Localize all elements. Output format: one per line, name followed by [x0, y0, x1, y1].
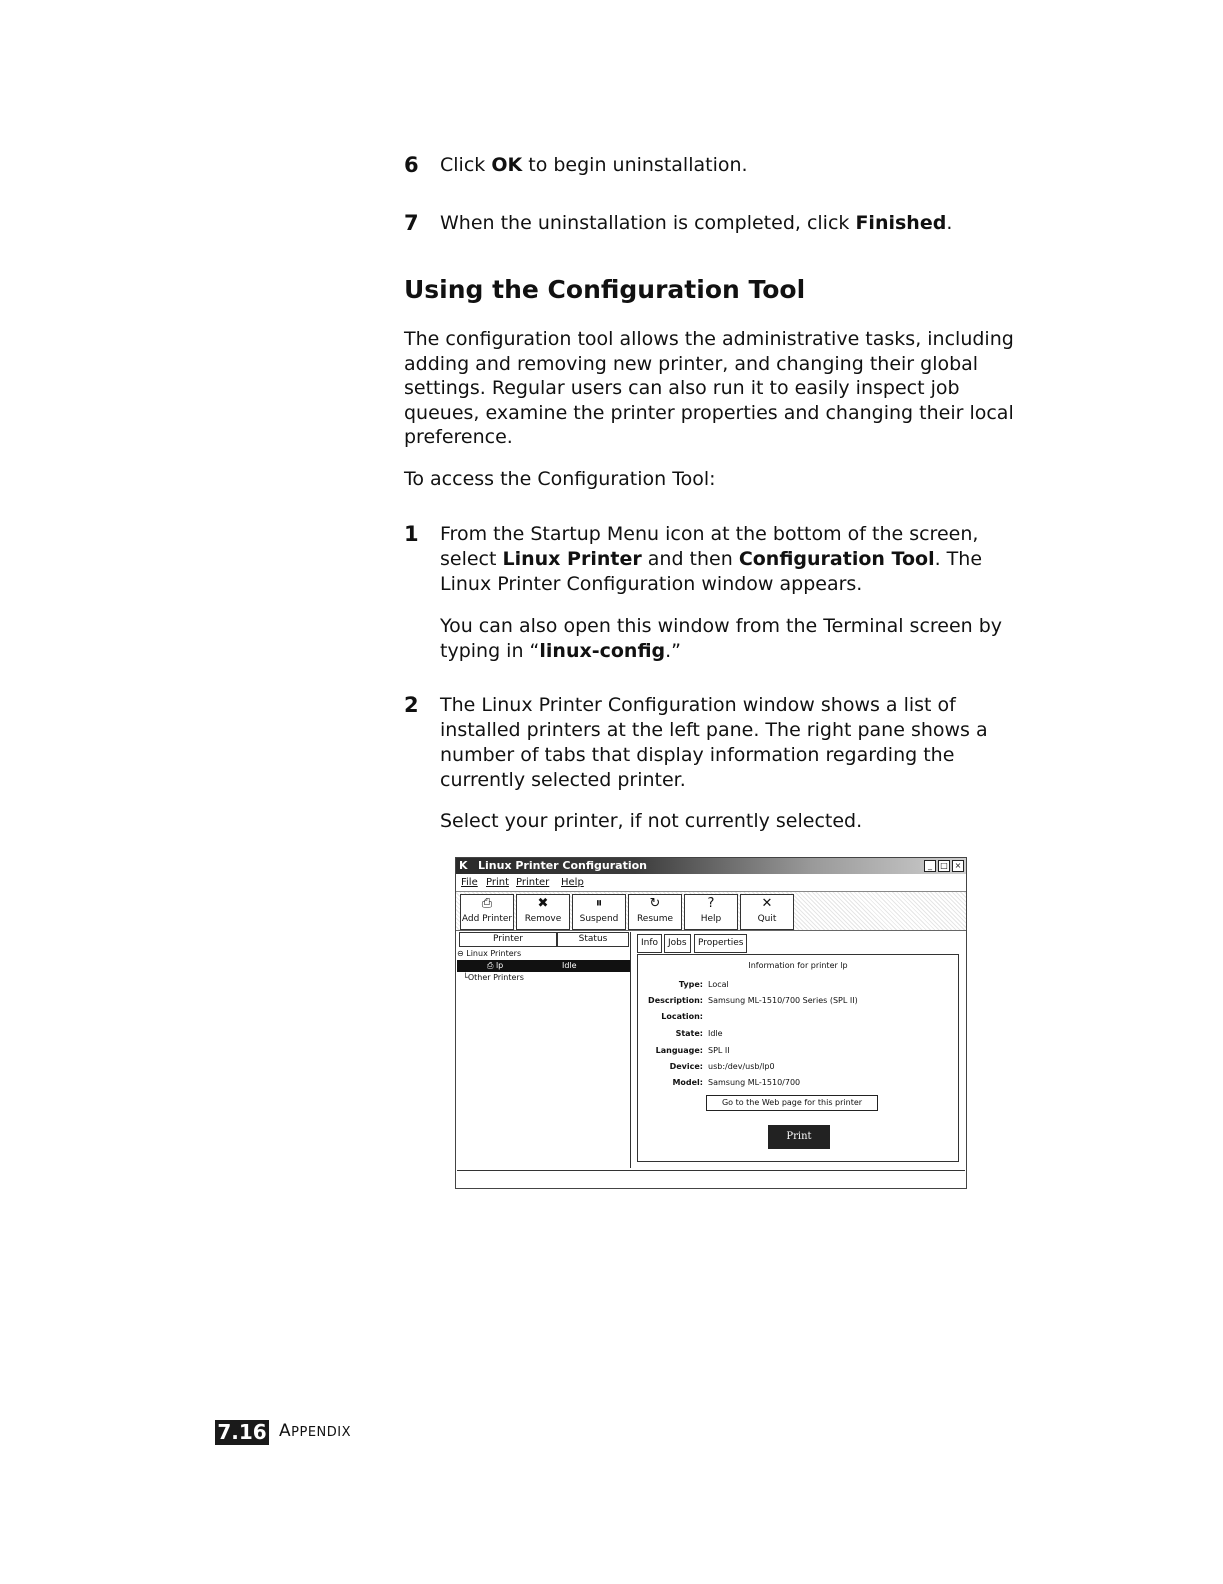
info-row-description: Description: Samsung ML-1510/700 Series (SPL II) — [648, 996, 858, 1005]
help-icon: ? — [707, 896, 715, 911]
toolbar — [456, 892, 966, 931]
menu-bar — [456, 875, 966, 892]
quit-icon: ✕ — [761, 896, 773, 911]
info-panel — [637, 954, 959, 1162]
tab-info[interactable]: Info — [637, 934, 662, 953]
info-row-language: Language: SPL II — [655, 1046, 730, 1055]
add-printer-button[interactable]: ⎙ Add Printer — [460, 894, 514, 930]
resume-button[interactable]: ↻ Resume — [628, 894, 682, 930]
window-title: Linux Printer Configuration — [478, 859, 648, 872]
intro-paragraph: The configuration tool allows the administrative tasks, including adding and removing new printer, and changing their global settings. Regular users can also run it to easily inspect job queues, examine the printer properties and changing their local preference. — [404, 328, 1014, 448]
column-header-status[interactable]: Status — [557, 932, 629, 947]
help-button[interactable]: ? Help — [684, 894, 738, 930]
step-text: From the Startup Menu icon at the bottom of the screen, select Linux Printer and then Configuration Tool. The Linux Printer Configuration window appears. — [440, 523, 983, 595]
printer-list-pane — [457, 932, 631, 1168]
step-number: 7 — [404, 211, 419, 235]
section-heading: Using the Configuration Tool — [404, 275, 806, 304]
add-printer-icon: ⎙ — [481, 896, 493, 911]
step-2-note: Select your printer, if not currently selected. — [440, 810, 863, 832]
remove-icon: ✖ — [537, 896, 549, 911]
maximize-icon[interactable]: □ — [938, 860, 950, 872]
printer-icon: ⎙ — [487, 961, 494, 970]
info-row-type: Type: Local — [678, 980, 729, 989]
step-text: When the uninstallation is completed, click Finished. — [440, 212, 953, 234]
collapse-icon[interactable]: ⊖ — [457, 949, 464, 958]
remove-button[interactable]: ✖ Remove — [516, 894, 570, 930]
menu-printer[interactable]: Printer — [516, 877, 550, 888]
column-header-printer[interactable]: Printer — [459, 932, 557, 947]
tab-properties[interactable]: Properties — [694, 934, 747, 953]
info-row-model: Model: Samsung ML-1510/700 — [672, 1078, 801, 1087]
info-row-device: Device: usb:/dev/usb/lp0 — [669, 1062, 775, 1071]
printer-info-pane — [634, 932, 964, 1168]
page-number-badge: 7.16 — [215, 1420, 269, 1445]
close-icon[interactable]: × — [952, 860, 964, 872]
tree-root[interactable]: ⊖ Linux Printers — [457, 949, 522, 958]
tree-other-printers[interactable]: └Other Printers — [463, 973, 524, 982]
quit-button[interactable]: ✕ Quit — [740, 894, 794, 930]
menu-print[interactable]: Print — [486, 877, 510, 888]
menu-file[interactable]: File — [461, 877, 478, 888]
info-row-state: State: Idle — [675, 1029, 723, 1038]
title-bar — [456, 858, 966, 874]
info-row-location: Location: — [661, 1012, 703, 1021]
step-number: 1 — [404, 522, 419, 546]
section-label: APPENDIX — [279, 1421, 352, 1441]
suspend-icon: ⏸ — [595, 896, 603, 911]
tree-item-lp[interactable]: ⎙ lp Idle — [457, 960, 630, 972]
info-header: Information for printer lp — [748, 961, 848, 970]
step-7 — [404, 211, 1024, 236]
step-1 — [404, 522, 1024, 597]
step-2 — [404, 693, 1024, 793]
step-6 — [404, 153, 1024, 178]
menu-help[interactable]: Help — [561, 877, 584, 888]
suspend-button[interactable]: ⏸ Suspend — [572, 894, 626, 930]
step-text: Click OK to begin uninstallation. — [440, 154, 748, 176]
print-logo: Print — [768, 1125, 830, 1149]
step-1-note: You can also open this window from the Terminal screen by typing in “linux-config.” — [440, 615, 1003, 662]
step-text: The Linux Printer Configuration window shows a list of installed printers at the left pane. The right pane shows a number of tabs that display information regarding the currently selected printer. — [440, 694, 988, 791]
step-number: 2 — [404, 693, 419, 717]
linux-printer-configuration-window — [455, 857, 967, 1189]
minimize-icon[interactable]: _ — [924, 860, 936, 872]
kde-menu-icon[interactable]: K — [459, 859, 468, 872]
status-bar — [457, 1170, 965, 1187]
tab-jobs[interactable]: Jobs — [664, 934, 691, 953]
web-page-button[interactable]: Go to the Web page for this printer — [706, 1095, 878, 1111]
printer-tree — [457, 948, 630, 984]
step-number: 6 — [404, 153, 419, 177]
resume-icon: ↻ — [649, 896, 661, 911]
access-paragraph: To access the Configuration Tool: — [404, 468, 716, 490]
